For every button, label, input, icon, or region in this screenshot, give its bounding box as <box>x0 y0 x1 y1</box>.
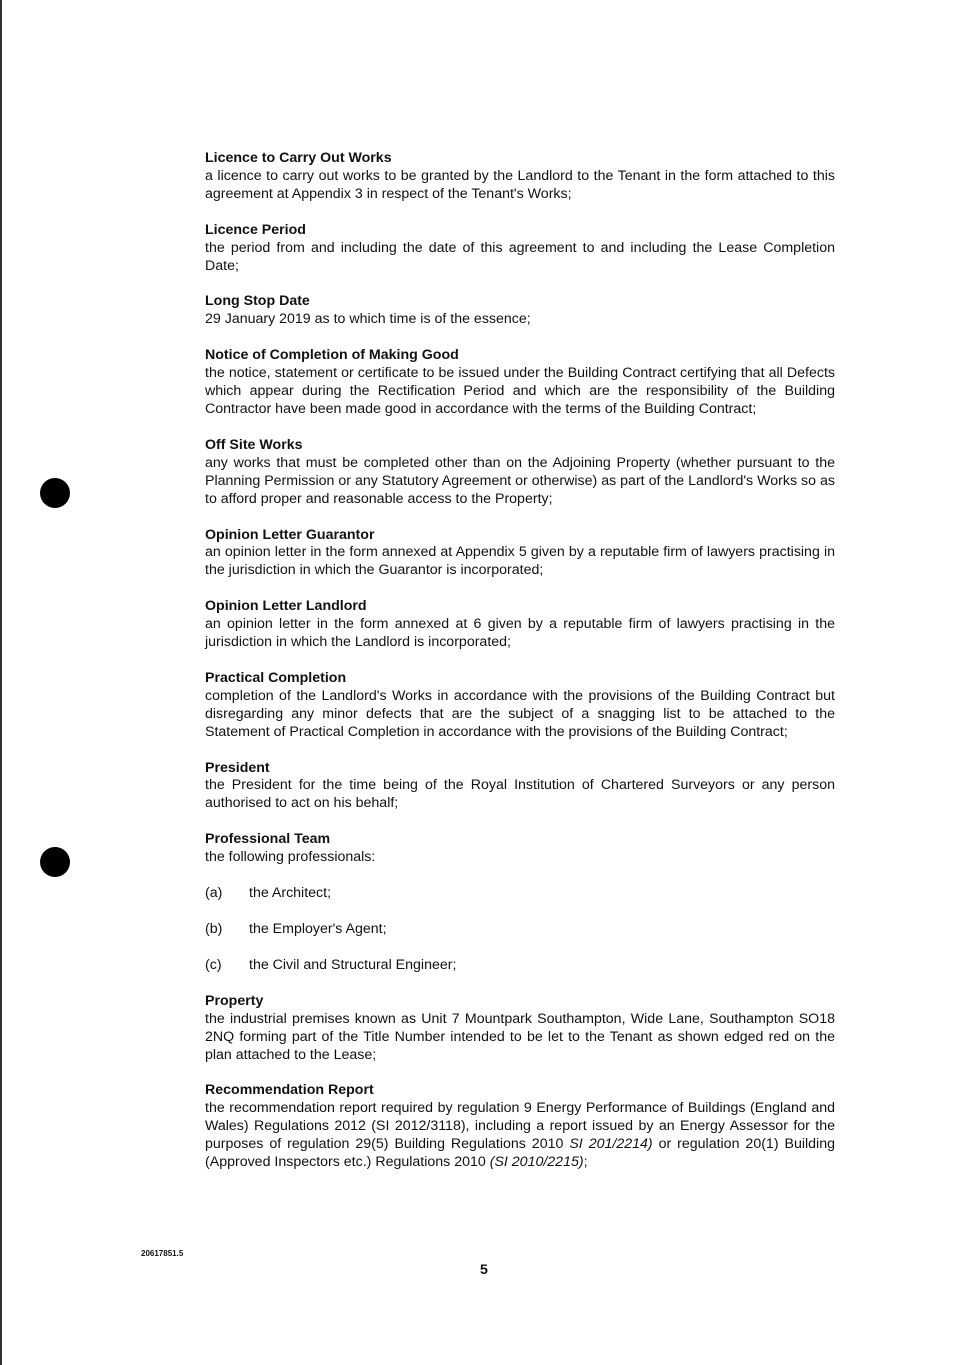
list-item-text: the Employer's Agent; <box>249 921 387 937</box>
definition-term: Opinion Letter Landlord <box>205 598 367 615</box>
definition-notice-of-completion <box>205 347 835 419</box>
list-item-text: the Architect; <box>249 885 332 902</box>
list-item-label: (b) <box>205 921 223 937</box>
definition-text-italic: SI 201/2214) <box>569 1136 653 1153</box>
definition-term: Licence to Carry Out Works <box>205 150 392 166</box>
definition-text <box>205 1100 835 1172</box>
definition-text-part: the recommendation report required by regulation 9 Energy Performance of Buildings (England and Wales) Regulations 2012 (SI 2012/3118), including a report issued by an Energy Assessor for the purposes of regulation 29(5) Building Regulations 2010 <box>205 1100 835 1153</box>
definition-opinion-letter-landlord <box>205 598 835 652</box>
definition-text: an opinion letter in the form annexed at 6 given by a reputable firm of lawyers practising in the jurisdiction in which the Landlord is incorporated; <box>205 616 835 651</box>
list-item <box>205 921 835 939</box>
list-item-text: the Civil and Structural Engineer; <box>249 956 457 973</box>
definition-text: 29 January 2019 as to which time is of the essence; <box>205 311 531 328</box>
definition-term: Practical Completion <box>205 669 347 686</box>
definition-text-italic: (SI 2010/2215) <box>489 1154 584 1171</box>
professional-team-list <box>205 885 835 975</box>
list-item <box>205 885 835 903</box>
definition-property <box>205 993 835 1065</box>
definition-text: the period from and including the date of this agreement to and including the Lease Completion Date; <box>205 239 835 274</box>
definition-text: the President for the time being of the Royal Institution of Chartered Surveyors or any person authorised to act on his behalf; <box>205 777 835 812</box>
definition-long-stop-date <box>205 293 835 329</box>
definition-text-part: or regulation 20(1) Building (Approved Inspectors etc.) Regulations 2010 <box>205 1136 835 1171</box>
list-item-label: (a) <box>205 885 223 902</box>
definition-recommendation-report <box>205 1082 835 1172</box>
definition-text: an opinion letter in the form annexed at Appendix 5 given by a reputable firm of lawyers practising in the jurisdiction in which the Guarantor is incorporated; <box>205 544 835 579</box>
definition-term: Professional Team <box>205 831 331 848</box>
definition-text: completion of the Landlord's Works in accordance with the provisions of the Building Contract but disregarding any minor defects that are the subject of a snagging list to be attached to the Statement of Practical Completion in accordance with the provisions of the Building Contract; <box>205 687 835 740</box>
definition-text-end: ; <box>583 1154 588 1171</box>
definitions-content <box>205 150 835 1190</box>
punch-hole-mark <box>40 847 70 877</box>
definition-off-site-works <box>205 437 835 509</box>
list-item <box>205 957 835 975</box>
definition-term: Notice of Completion of Making Good <box>205 347 459 364</box>
definition-term: Long Stop Date <box>205 293 310 310</box>
definition-text: the industrial premises known as Unit 7 Mountpark Southampton, Wide Lane, Southampton SO18 2NQ forming part of the Title Number intended to be let to the Tenant as shown edged red on the plan attached to the Lease; <box>205 1010 835 1063</box>
definition-text: a licence to carry out works to be granted by the Landlord to the Tenant in the form attached to this agreement at Appendix 3 in respect of the Tenant's Works; <box>205 167 835 202</box>
definition-licence-period <box>205 222 835 276</box>
definition-text: the notice, statement or certificate to be issued under the Building Contract certifying that all Defects which appear during the Rectification Period and which are the responsibility of the Building Contractor have been made good in accordance with the terms of the Building Contract; <box>205 365 835 417</box>
definition-licence-to-carry-out-works <box>205 150 835 204</box>
definition-term: Recommendation Report <box>205 1082 374 1099</box>
definition-text: the following professionals: <box>205 849 376 866</box>
definition-text: any works that must be completed other than on the Adjoining Property (whether pursuant to the Planning Permission or any Statutory Agreement or otherwise) as part of the Landlord's Works so as to afford proper and reasonable access to the Property; <box>205 454 835 507</box>
document-reference: 20617851.5 <box>141 1249 184 1258</box>
definition-term: President <box>205 759 270 776</box>
definition-term: Licence Period <box>205 221 306 238</box>
definition-term: Property <box>205 992 264 1009</box>
list-item-label: (c) <box>205 956 222 973</box>
punch-hole-mark <box>40 478 70 508</box>
definition-term: Off Site Works <box>205 436 303 453</box>
definition-term: Opinion Letter Guarantor <box>205 526 375 543</box>
page-edge-line <box>0 0 2 1365</box>
page-number: 5 <box>480 1262 488 1278</box>
definition-opinion-letter-guarantor <box>205 527 835 581</box>
definition-president <box>205 760 835 814</box>
definition-practical-completion <box>205 670 835 742</box>
definition-professional-team <box>205 831 835 867</box>
